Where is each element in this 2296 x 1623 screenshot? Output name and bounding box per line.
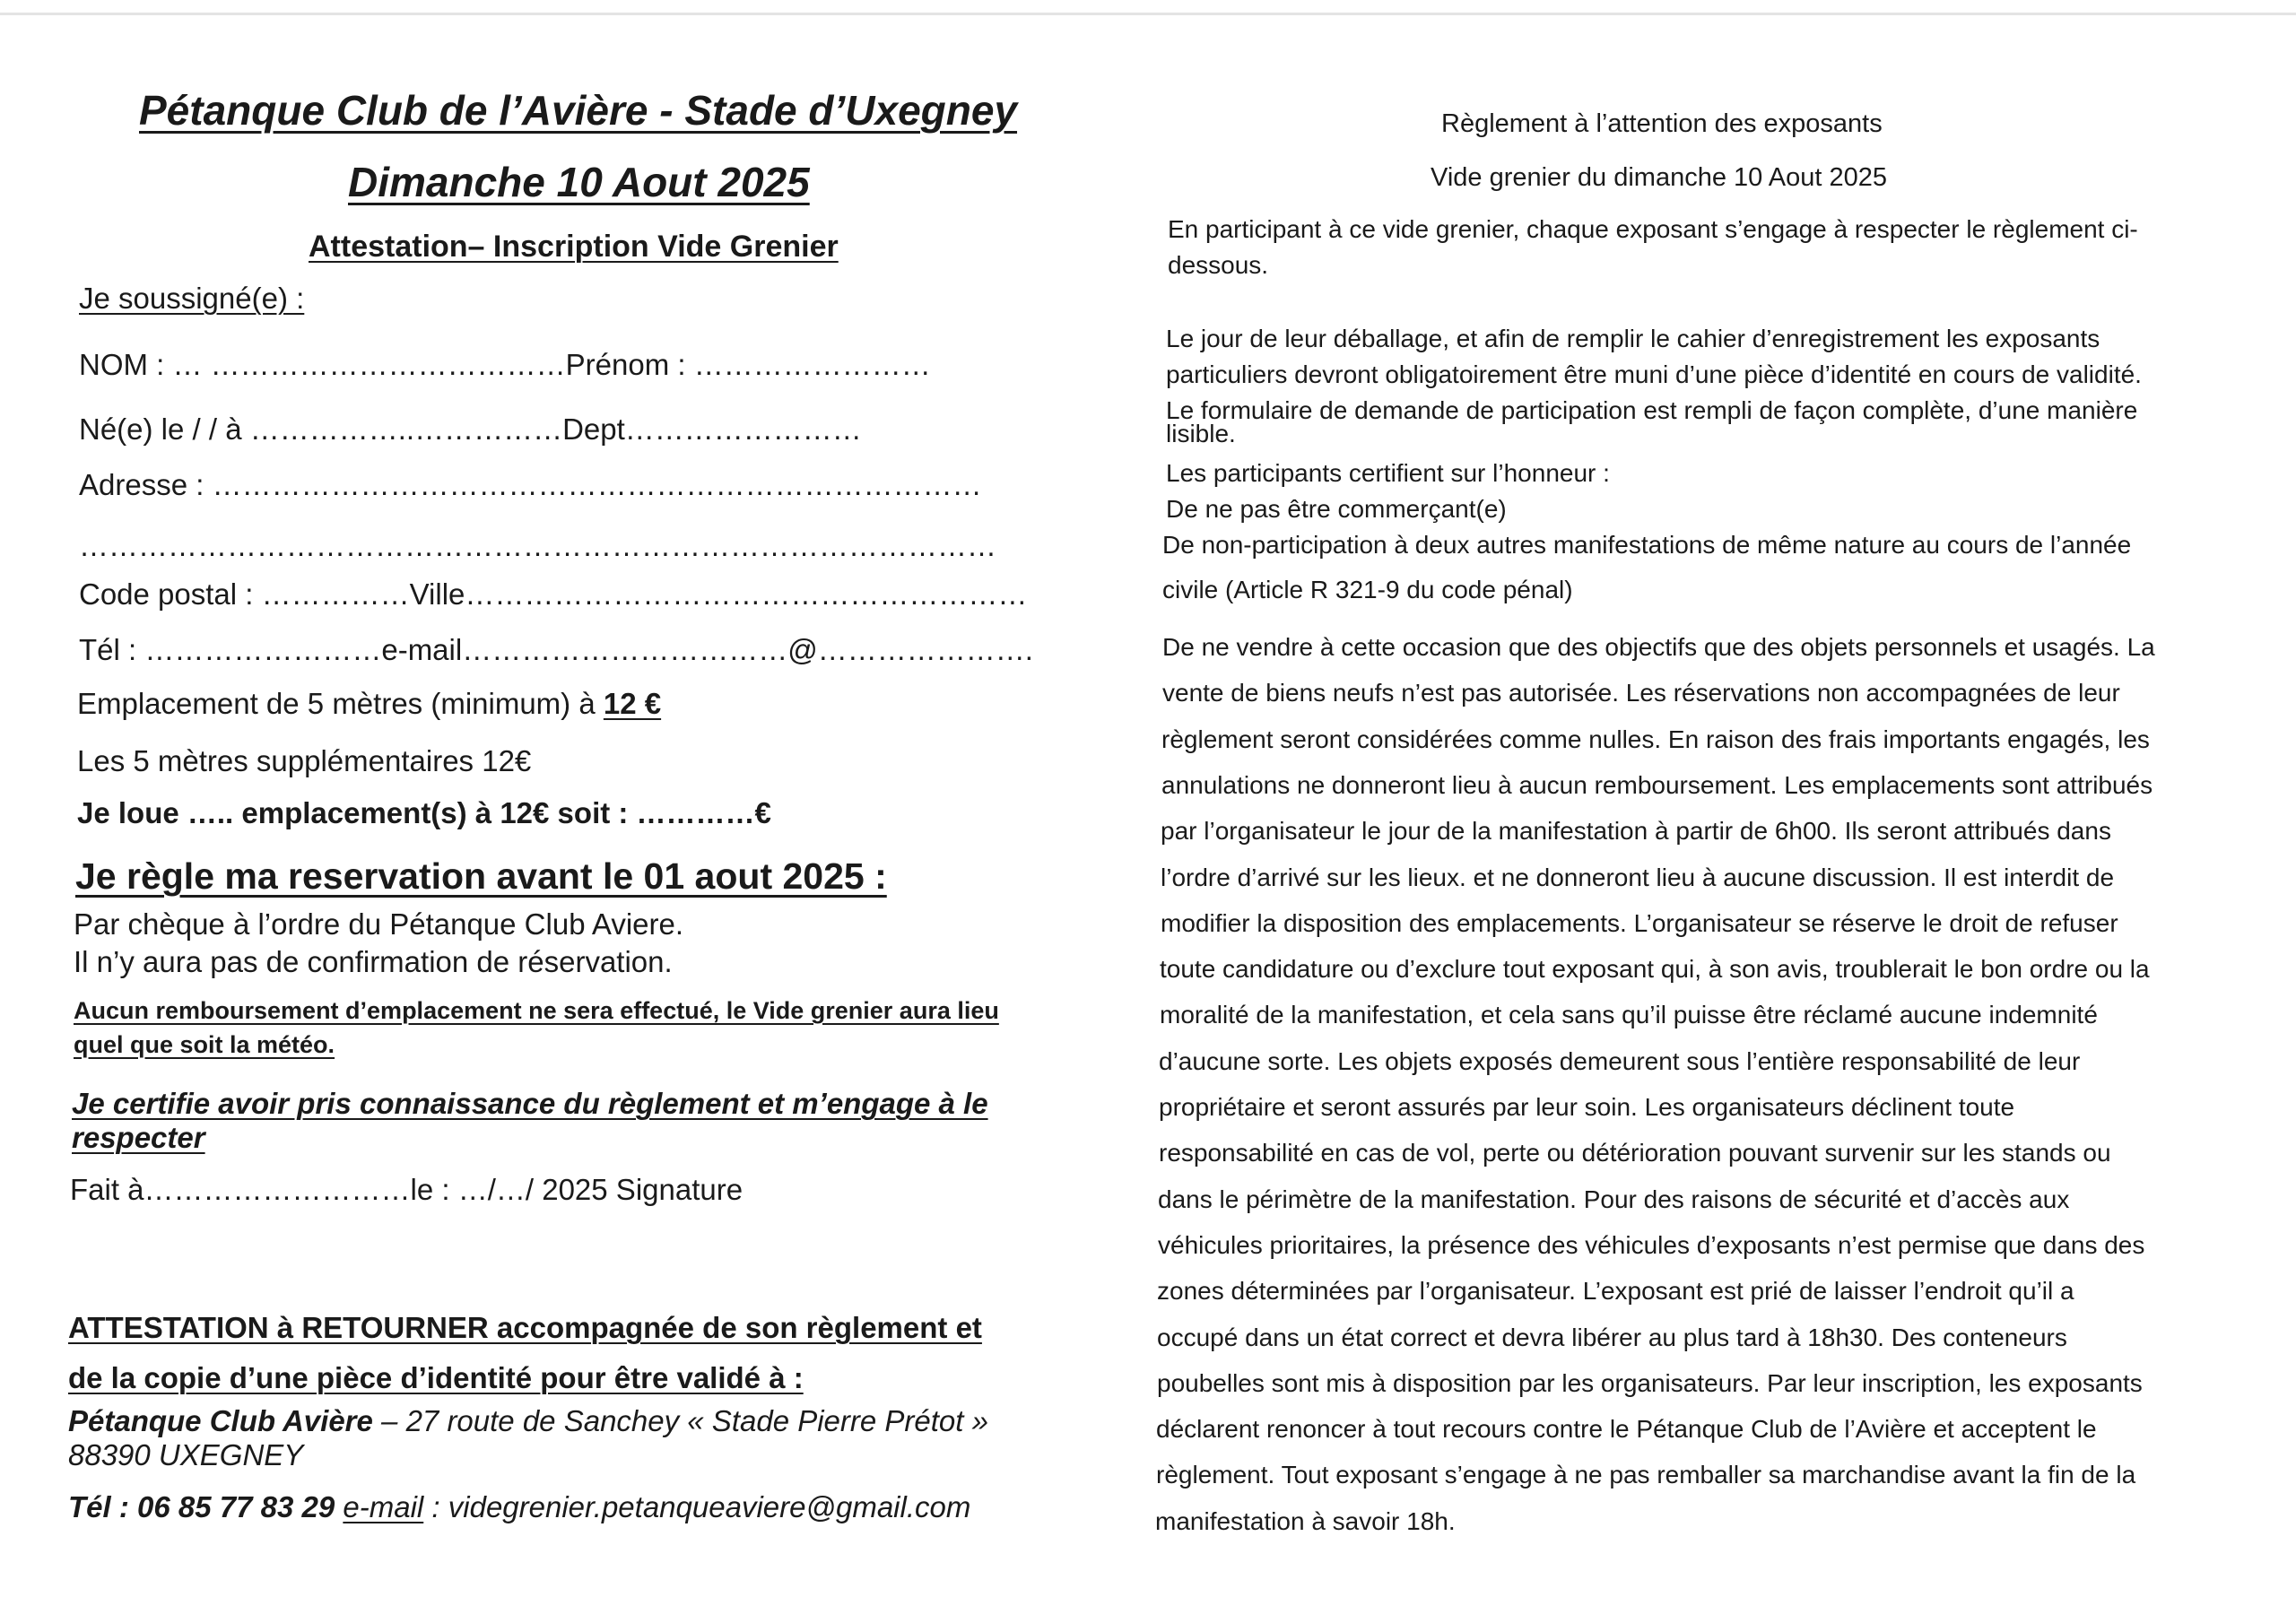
rules-line: règlement. Tout exposant s’engage à ne pas remballer sa marchandise avant la fin de la bbox=[1156, 1461, 2136, 1488]
rules-line: toute candidature ou d’exclure tout exposant qui, à son avis, troublerait le bon ordre ou la bbox=[1160, 955, 2150, 983]
return-instruction-1: ATTESTATION à RETOURNER accompagnée de son règlement et bbox=[68, 1311, 982, 1344]
nom-prenom-field: NOM : … ………………………………Prénom : …………………… bbox=[79, 348, 931, 381]
birth-field: Né(e) le / / à ……………..……………Dept…………………… bbox=[79, 412, 862, 446]
rules-line: propriétaire et seront assurés par leur soin. Les organisateurs déclinent toute bbox=[1159, 1093, 2015, 1121]
rules-p2-l1: Le jour de leur déballage, et afin de remplir le cahier d’enregistrement les exposants bbox=[1166, 325, 2100, 352]
rules-heading: Règlement à l’attention des exposants bbox=[1441, 109, 1883, 138]
scan-edge-line bbox=[0, 13, 2296, 15]
rules-p2-l3: Le formulaire de demande de participation est rempli de façon complète, d’une manière bbox=[1166, 396, 2138, 424]
rules-p2-l5: Les participants certifient sur l’honneur : bbox=[1166, 459, 1610, 487]
rules-line: occupé dans un état correct et devra libérer au plus tard à 18h30. Des conteneurs bbox=[1157, 1324, 2067, 1351]
club-name: Pétanque Club Avière bbox=[68, 1404, 373, 1437]
address-field: Adresse : …………………………………………………………………… bbox=[79, 468, 982, 501]
rules-line: annulations ne donneront lieu à aucun remboursement. Les emplacements sont attribués bbox=[1161, 771, 2153, 799]
rules-line: responsabilité en cas de vol, perte ou détérioration pouvant survenir sur les stands ou bbox=[1159, 1139, 2111, 1167]
rules-line: manifestation à savoir 18h. bbox=[1155, 1507, 1456, 1535]
rules-line: par l’organisateur le jour de la manifestation à partir de 6h00. Ils seront attribués dans bbox=[1161, 817, 2111, 845]
intro-line-2: dessous. bbox=[1168, 251, 1269, 279]
rules-line: poubelles sont mis à disposition par les organisateurs. Par leur inscription, les exposants bbox=[1157, 1369, 2143, 1397]
rules-line: De ne vendre à cette occasion que des objectifs que des objets personnels et usagés. La bbox=[1162, 633, 2155, 661]
phone-email-field: Tél : ……………………e-mail……………………………@…………………. bbox=[79, 633, 1033, 666]
club-phone: Tél : 06 85 77 83 29 bbox=[68, 1490, 335, 1523]
rules-line: d’aucune sorte. Les objets exposés demeurent sous l’entière responsabilité de leur bbox=[1159, 1047, 2081, 1075]
certify-line-2: respecter bbox=[72, 1121, 205, 1154]
club-title: Pétanque Club de l’Avière - Stade d’Uxegney bbox=[139, 87, 1018, 134]
rules-p2-l7: De non-participation à deux autres manifestations de même nature au cours de l’année bbox=[1162, 531, 2132, 559]
no-refund-warning-2: quel que soit la météo. bbox=[74, 1031, 335, 1058]
rules-line: vente de biens neufs n’est pas autorisée. Les réservations non accompagnées de leur bbox=[1162, 679, 2120, 707]
address-line-2: ………………………………………………………………………………… bbox=[79, 529, 996, 562]
rules-line: véhicules prioritaires, la présence des véhicules d’exposants n’est permise que dans des bbox=[1158, 1231, 2145, 1259]
rules-line: déclarent renoncer à tout recours contre le Pétanque Club de l’Avière et acceptent le bbox=[1156, 1415, 2097, 1443]
postal-city-field: Code postal : ……………Ville………………………………………………… bbox=[79, 577, 1028, 611]
soussigne-label: Je soussigné(e) : bbox=[79, 282, 305, 315]
rules-line: zones déterminées par l’organisateur. L’exposant est prié de laisser l’endroit qu’il a bbox=[1157, 1277, 2074, 1305]
rules-line: moralité de la manifestation, et cela sans qu’il puisse être réclamé aucune indemnité bbox=[1160, 1001, 2098, 1028]
rules-p2-l2: particuliers devront obligatoirement être muni d’une pièce d’identité en cours de validité. bbox=[1166, 360, 2142, 388]
emplacement-price: 12 € bbox=[603, 687, 662, 720]
cheque-line: Par chèque à l’ordre du Pétanque Club Aviere. bbox=[74, 907, 684, 941]
rules-line: l’ordre d’arrivé sur les lieux. et ne donneront lieu à aucune discussion. Il est interdit de bbox=[1161, 864, 2115, 891]
email-label: e-mail bbox=[343, 1490, 424, 1523]
rules-p2-l4: lisible. bbox=[1166, 420, 1236, 447]
loue-line: Je loue ….. emplacement(s) à 12€ soit : …………€ bbox=[77, 796, 771, 829]
supplement-line: Les 5 mètres supplémentaires 12€ bbox=[77, 744, 532, 777]
club-city: 88390 UXEGNEY bbox=[68, 1438, 304, 1471]
certify-line-1: Je certifie avoir pris connaissance du règlement et m’engage à le bbox=[72, 1087, 988, 1120]
rules-event-heading: Vide grenier du dimanche 10 Aout 2025 bbox=[1431, 163, 1887, 192]
rules-line: règlement seront considérées comme nulles. En raison des frais importants engagés, les bbox=[1161, 725, 2150, 753]
intro-line-1: En participant à ce vide grenier, chaque exposant s’engage à respecter le règlement ci- bbox=[1168, 215, 2138, 243]
rules-p2-l8: civile (Article R 321-9 du code pénal) bbox=[1162, 576, 1573, 603]
emplacement-text: Emplacement de 5 mètres (minimum) à bbox=[77, 687, 604, 720]
return-instruction-2: de la copie d’une pièce d’identité pour être validé à : bbox=[68, 1361, 804, 1394]
rules-line: dans le périmètre de la manifestation. Pour des raisons de sécurité et d’accès aux bbox=[1158, 1185, 2070, 1213]
no-refund-warning-1: Aucun remboursement d’emplacement ne sera effectué, le Vide grenier aura lieu bbox=[74, 997, 999, 1024]
club-address-line bbox=[68, 1404, 988, 1438]
payment-deadline: Je règle ma reservation avant le 01 aout 2025 : bbox=[75, 855, 887, 897]
signature-line: Fait à………………………le : …/…/ 2025 Signature bbox=[70, 1173, 744, 1206]
rules-p2-l6: De ne pas être commerçant(e) bbox=[1166, 495, 1507, 523]
rules-line: modifier la disposition des emplacements. L’organisateur se réserve le droit de refuser bbox=[1161, 909, 2118, 937]
club-street: – 27 route de Sanchey « Stade Pierre Prétot » bbox=[372, 1404, 988, 1437]
form-subtitle: Attestation– Inscription Vide Grenier bbox=[309, 230, 839, 264]
contact-line bbox=[68, 1490, 970, 1524]
club-email: : videgrenier.petanqueaviere@gmail.com bbox=[423, 1490, 971, 1523]
no-confirmation-line: Il n’y aura pas de confirmation de réservation. bbox=[74, 945, 673, 978]
emplacement-line bbox=[77, 687, 661, 721]
event-date: Dimanche 10 Aout 2025 bbox=[348, 159, 810, 205]
